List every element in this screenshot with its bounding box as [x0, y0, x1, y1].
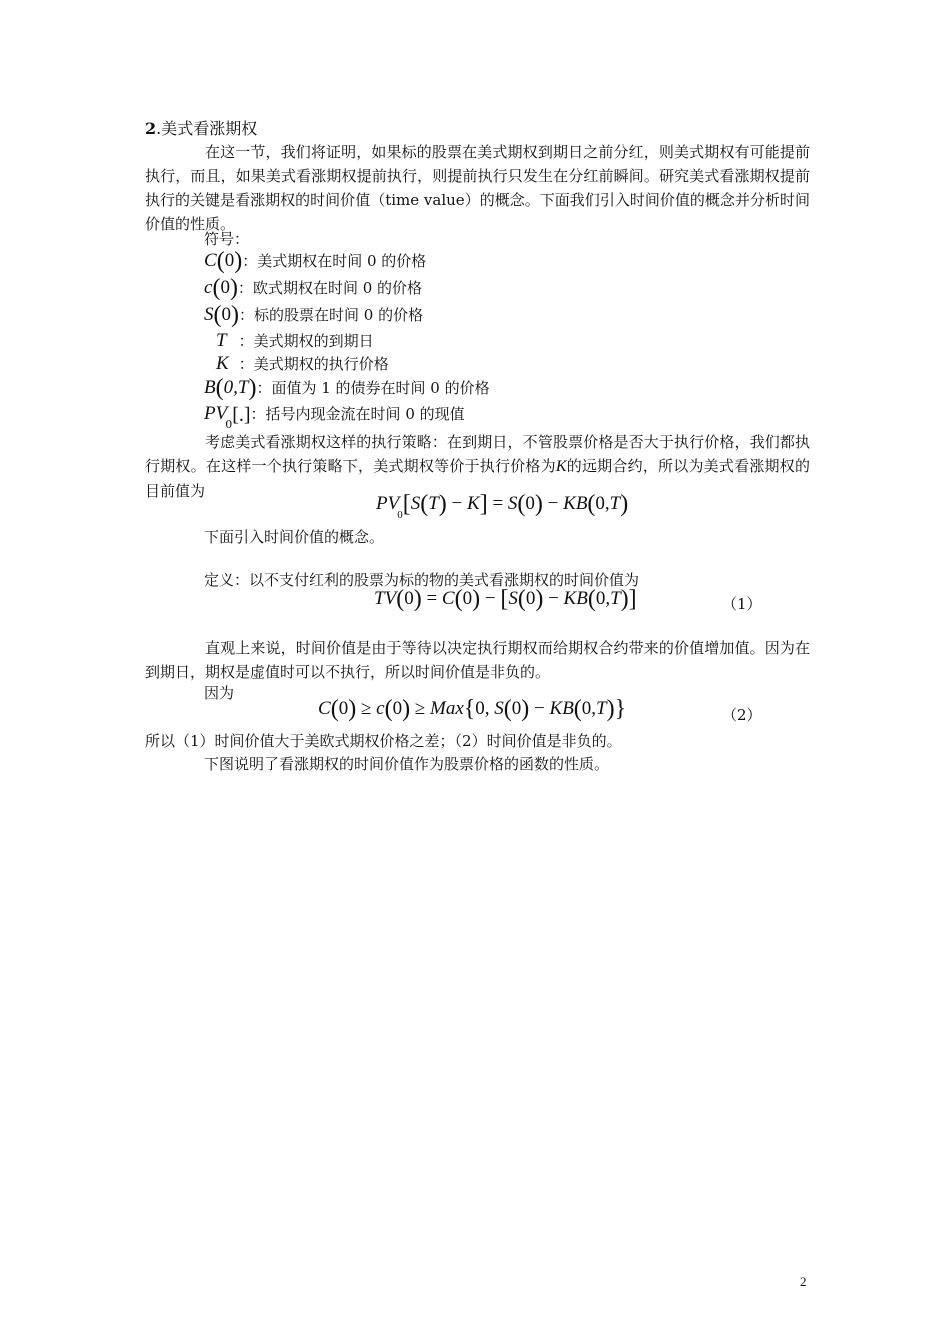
symbol-desc: ：美式期权的到期日	[238, 332, 374, 350]
page-number: 2	[800, 1274, 807, 1289]
symbol-desc: ：美式期权在时间 0 的价格	[242, 252, 427, 270]
strike-symbol-inline: K	[555, 458, 567, 475]
intro-paragraph: 在这一节，我们将证明，如果标的股票在美式期权到期日之前分红，则美式期权有可能提前执行，而且，如果美式看涨期权提前执行，则提前执行只发生在分红前瞬间。研究美式看涨期权提前执行的关键是看涨期权的时间价值（time value）的概念。下面我们引入时间价值的概念并分析时间价值的性质。	[145, 143, 810, 233]
symbol-desc: ：欧式期权在时间 0 的价格	[237, 279, 423, 297]
symbol-PV: PV	[204, 403, 228, 424]
symbol-desc: ：美式期权的执行价格	[238, 355, 389, 373]
symbol-K: K	[216, 353, 229, 374]
strategy-paragraph: 考虑美式看涨期权这样的执行策略：在到期日，不管股票价格是否大于执行价格，我们都执行期权。在这样一个执行策略下，美式期权等价于执行价格为K的远期合约，所以为美式看涨期权的目前值为	[145, 433, 810, 500]
symbol-row-european-price: c(0)：欧式期权在时间 0 的价格	[204, 275, 423, 301]
section-number: 2	[145, 119, 157, 138]
figure-intro-text: 下图说明了看涨期权的时间价值作为股票价格的函数的性质。	[204, 755, 610, 773]
bound-inequality: C(0) ≥ c(0) ≥ Max{0, S(0) − KB(0,T)}	[318, 696, 627, 722]
symbol-C: C	[204, 250, 217, 271]
symbol-row-american-price: C(0)：美式期权在时间 0 的价格	[204, 248, 427, 274]
symbol-row-bond-price: B(0,T)：面值为 1 的债券在时间 0 的价格	[204, 375, 490, 401]
intuition-paragraph: 直观上来说，时间价值是由于等待以决定执行期权而给期权合约带来的价值增加值。因为在到期日，期权是虚值时可以不执行，所以时间价值是非负的。	[145, 639, 810, 681]
pv-equation: $PV_0[S(T) - K] = S(0) - KB(0,T)$	[376, 491, 629, 521]
symbol-desc: ：括号内现金流在时间 0 的现值	[250, 405, 465, 423]
symbol-T: T	[216, 330, 227, 351]
symbol-row-stock-price: S(0)：标的股票在时间 0 的价格	[204, 302, 424, 328]
equation-1-number: （1）	[722, 595, 762, 613]
symbol-desc: ：面值为 1 的债券在时间 0 的价格	[256, 379, 490, 397]
symbols-label: 符号：	[204, 230, 250, 248]
definition-text: 定义：以不支付红利的股票为标的物的美式看涨期权的时间价值为	[204, 571, 640, 589]
symbol-desc: ：标的股票在时间 0 的价格	[239, 306, 424, 324]
tv-intro: 下面引入时间价值的概念。	[204, 528, 385, 546]
symbol-row-present-value: $PV_0[.]$：括号内现金流在时间 0 的现值	[204, 403, 465, 431]
section-heading	[145, 116, 257, 139]
symbol-c: c	[204, 277, 213, 298]
symbol-S: S	[204, 304, 214, 325]
symbol-B: B	[204, 377, 216, 398]
section-title: .美式看涨期权	[156, 119, 258, 138]
time-value-equation: TV(0) = C(0) − [S(0) − KB(0,T)]	[374, 586, 637, 612]
because-text: 因为	[204, 684, 235, 702]
equation-2-number: （2）	[722, 706, 762, 724]
therefore-text: 所以（1）时间价值大于美欧式期权价格之差；（2）时间价值是非负的。	[145, 732, 622, 750]
